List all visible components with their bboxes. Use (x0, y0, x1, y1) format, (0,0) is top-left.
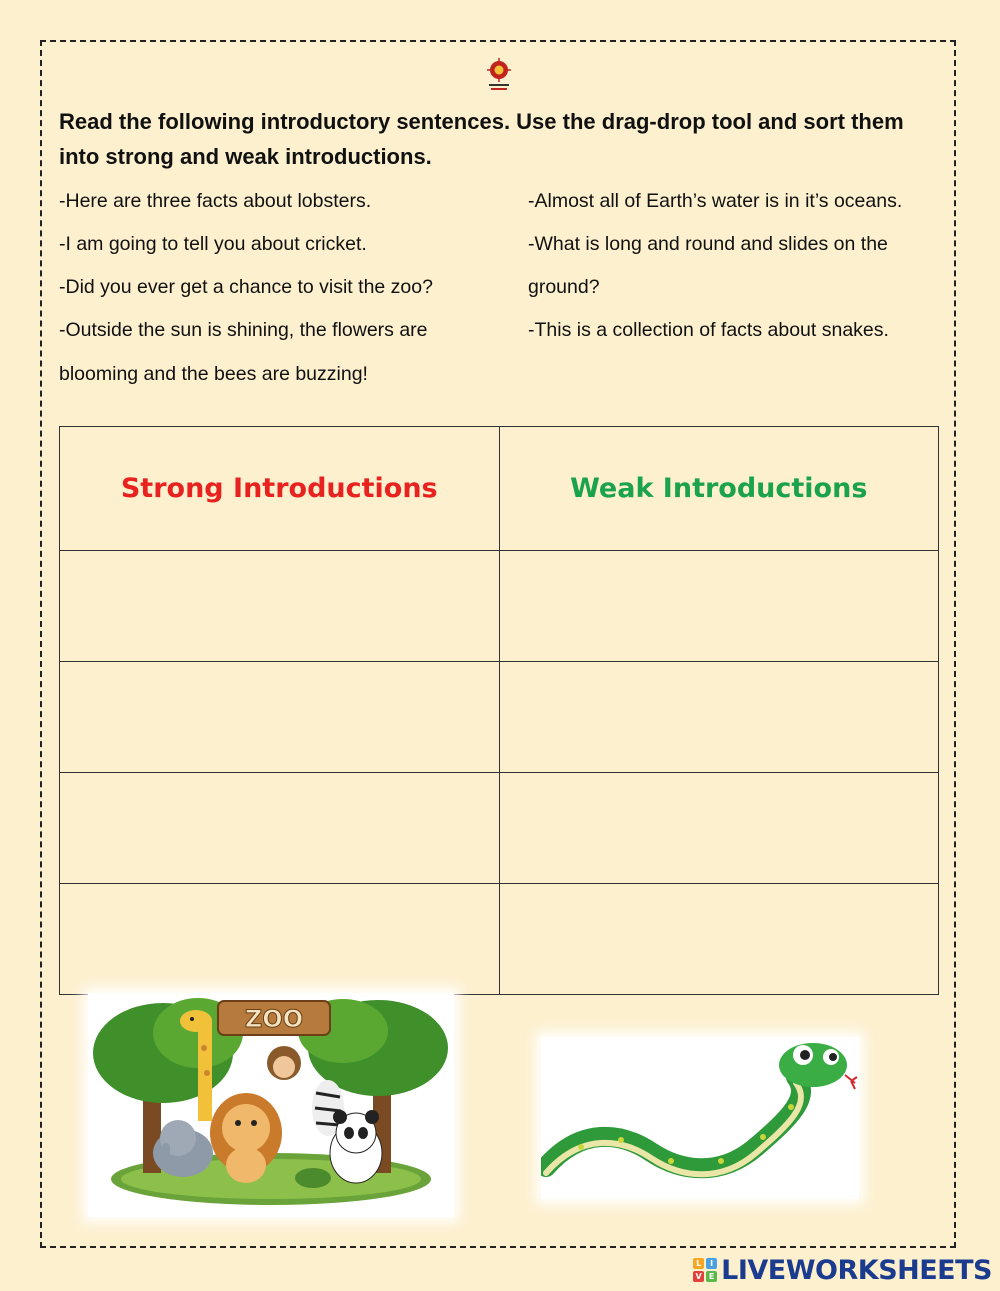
strong-introductions-header: Strong Introductions (60, 427, 500, 551)
weak-drop-zone[interactable] (499, 773, 939, 884)
strong-drop-zone[interactable] (60, 662, 500, 773)
zoo-sign (218, 1001, 330, 1035)
weak-drop-zone[interactable] (499, 884, 939, 995)
instructions-text: Read the following introductory sentences. Use the drag-drop tool and sort them into strong and weak introductions. (59, 109, 904, 169)
school-logo (486, 58, 512, 92)
sentence-cricket[interactable]: -I am going to tell you about cricket. (59, 233, 367, 255)
strong-drop-zone[interactable] (60, 773, 500, 884)
sentence-zoo[interactable]: -Did you ever get a chance to visit the zoo? (59, 276, 433, 298)
weak-drop-zone[interactable] (499, 662, 939, 773)
sentence-riddle-line-2[interactable]: ground? (528, 276, 600, 298)
liveworksheets-footer (693, 1252, 992, 1288)
sorting-table (59, 426, 939, 995)
sentence-oceans[interactable]: -Almost all of Earth’s water is in it’s oceans. (528, 190, 903, 212)
sentence-lobsters[interactable]: -Here are three facts about lobsters. (59, 190, 372, 212)
sentence-sun-line-1[interactable]: -Outside the sun is shining, the flowers are (59, 319, 428, 341)
liveworksheets-logo-icon: L I V E (693, 1258, 717, 1282)
weak-drop-zone[interactable] (499, 551, 939, 662)
strong-drop-zone[interactable] (60, 551, 500, 662)
svg-text:ZOO: ZOO (244, 1005, 304, 1033)
liveworksheets-brand: LIVEWORKSHEETS (721, 1254, 992, 1286)
zoo-animals-image (88, 993, 454, 1217)
snake-image (541, 1037, 859, 1199)
strong-drop-zone[interactable] (60, 884, 500, 995)
sentence-riddle-line-1[interactable]: -What is long and round and slides on the (528, 233, 888, 255)
weak-introductions-header: Weak Introductions (499, 427, 939, 551)
sentence-snakes[interactable]: -This is a collection of facts about snakes. (528, 319, 889, 341)
sentence-sun-line-2[interactable]: blooming and the bees are buzzing! (59, 363, 368, 385)
